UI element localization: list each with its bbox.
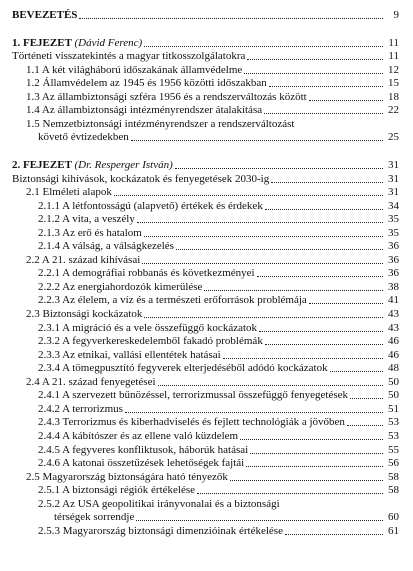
toc-entry-title: 2.4.5 A fegyveres konfliktusok, háborúk hatásai — [38, 443, 249, 456]
toc-entry-text — [38, 525, 283, 537]
toc-entry-title: 2.4 A 21. század fenyegetései — [26, 375, 156, 388]
dot-leader — [250, 449, 383, 454]
toc-entry-text — [38, 213, 135, 225]
page-number: 25 — [388, 131, 399, 144]
toc-entry-title: 2.3.1 A migráció és a vele összefüggő kockázatok — [38, 321, 258, 334]
toc-entry-text — [38, 484, 195, 496]
toc-entry — [38, 388, 399, 401]
toc-entry-title: 2.1.4 A válság, a válságkezelés — [38, 240, 174, 253]
dot-leader — [125, 408, 383, 413]
toc-entry-title: 1.3 Az állambiztonsági szféra 1956 és a rendszerváltozás között — [26, 90, 307, 103]
toc-entry — [38, 239, 399, 252]
page-number: 50 — [388, 389, 399, 402]
toc-entry — [26, 76, 399, 89]
page-number: 53 — [388, 429, 399, 442]
toc-entry-title: 2.1.2 A vita, a veszély — [38, 213, 135, 226]
page-number: 51 — [388, 402, 399, 415]
toc-entry-title: 2.2.3 Az élelem, a víz és a természeti erőforrások problémája — [38, 294, 307, 307]
toc-entry — [12, 172, 399, 185]
toc-entry-text — [38, 457, 244, 469]
toc-entry-title: térségek sorrendje — [54, 511, 135, 524]
page-number: 15 — [388, 77, 399, 90]
page-number: 31 — [388, 158, 399, 171]
page-number: 58 — [388, 484, 399, 497]
toc-entry — [26, 185, 399, 198]
dot-leader — [330, 367, 383, 372]
page-number: 31 — [388, 186, 399, 199]
toc-entry-title: 2.1 Elméleti alapok — [26, 186, 112, 199]
dot-leader — [223, 354, 383, 359]
toc-entry — [38, 497, 399, 510]
dot-leader — [246, 462, 383, 467]
toc-entry — [38, 429, 399, 442]
toc-entry — [38, 226, 399, 239]
toc-entry-title: 1.4 Az állambiztonsági intézményrendszer átalakítása — [26, 104, 263, 117]
toc-entry — [26, 375, 399, 388]
toc-entry-text — [12, 50, 245, 62]
toc-entry-author: (Dr. Resperger István) — [74, 158, 173, 171]
page-number: 34 — [388, 199, 399, 212]
toc-entry-text — [38, 335, 263, 347]
page-number: 43 — [388, 308, 399, 320]
toc-entry-text — [38, 362, 328, 374]
toc-entry-text — [38, 389, 348, 401]
dot-leader — [144, 232, 383, 237]
toc-entry-text — [26, 254, 140, 266]
toc-entry-title: 1. FEJEZET — [12, 36, 72, 49]
dot-leader — [282, 504, 383, 508]
toc-entry-text — [38, 430, 238, 442]
toc-entry — [12, 8, 399, 21]
toc-entry-title: 2.2.2 Az energiahordozók kimerülése — [38, 280, 203, 293]
toc-entry-text — [12, 9, 77, 21]
dot-leader — [136, 516, 383, 521]
dot-leader — [158, 381, 383, 386]
toc-entry — [26, 103, 399, 116]
toc-entry — [12, 36, 399, 49]
page-number: 35 — [388, 226, 399, 239]
toc-entry-text — [38, 281, 202, 293]
dot-leader — [131, 136, 383, 141]
toc-entry-title: 2. FEJEZET — [12, 158, 72, 171]
dot-leader — [265, 340, 383, 345]
dot-leader — [259, 327, 383, 332]
page-number: 36 — [388, 240, 399, 253]
dot-leader — [176, 245, 383, 250]
toc-entry — [38, 212, 399, 225]
toc-entry-text — [54, 511, 134, 523]
toc-entry — [38, 266, 399, 279]
toc-entry-title: 2.5.3 Magyarország biztonsági dimenzióinak értékelése — [38, 524, 283, 537]
toc-entry-text — [12, 159, 173, 171]
dot-leader — [79, 14, 383, 19]
page-number: 35 — [388, 213, 399, 226]
page-number: 48 — [388, 362, 399, 375]
toc-entry-text — [38, 349, 221, 361]
page-number: 31 — [388, 172, 399, 185]
toc-entry-text — [38, 227, 142, 239]
toc-entry — [26, 470, 399, 483]
toc-entry — [38, 348, 399, 361]
page-number: 50 — [388, 375, 399, 388]
dot-leader — [247, 55, 383, 60]
toc-entry-title: 2.1.3 Az erő és hatalom — [38, 226, 142, 239]
toc-entry-title: 2.3.3 Az etnikai, vallási ellentétek hatásai — [38, 348, 221, 361]
toc-entry — [38, 130, 399, 143]
toc-entry — [38, 443, 399, 456]
page-number: 58 — [388, 470, 399, 483]
dot-leader — [230, 476, 383, 481]
dot-leader — [264, 109, 383, 114]
toc-entry-title: 2.3.2 A fegyverkereskedelemből fakadó problémák — [38, 335, 263, 348]
toc-entry-title: 2.4.2 A terrorizmus — [38, 402, 123, 415]
toc-entry-title: 2.4.6 A katonai összetűzések lehetőségek fajtái — [38, 457, 245, 470]
dot-leader — [114, 191, 383, 196]
page-number: 60 — [388, 511, 399, 524]
page-number: 46 — [388, 348, 399, 361]
dot-leader — [137, 218, 383, 223]
dot-leader — [197, 489, 383, 494]
page-number: 9 — [393, 9, 399, 21]
toc-entry-text — [26, 91, 307, 103]
page-number: 55 — [388, 443, 399, 456]
page-number: 11 — [388, 50, 399, 63]
toc-entry-text — [38, 240, 174, 252]
toc-entry-text — [26, 308, 142, 320]
toc-entry-text — [26, 77, 267, 89]
toc-entry-title: 1.2 Államvédelem az 1945 és 1956 közötti időszakban — [26, 77, 267, 90]
toc-entry-title: követő évtizedekben — [38, 131, 129, 144]
toc-entry-text — [38, 322, 257, 334]
toc-entry-title: BEVEZETÉS — [12, 9, 78, 21]
page-number: 22 — [388, 104, 399, 117]
dot-leader — [265, 205, 383, 210]
toc-entry-title: 2.3.4 A tömegpusztító fegyverek elterjedéséből adódó kockázatok — [38, 362, 328, 375]
page-number: 53 — [388, 416, 399, 429]
dot-leader — [244, 69, 383, 74]
page-number: 56 — [388, 457, 399, 470]
toc-entry — [38, 483, 399, 496]
toc-entry — [54, 510, 399, 523]
toc-entry-title: 2.3 Biztonsági kockázatok — [26, 308, 143, 320]
dot-leader — [285, 530, 383, 535]
dot-leader — [144, 42, 383, 47]
toc-entry-title: 2.1.1 A létfontosságú (alapvető) értékek és érdekek — [38, 199, 263, 212]
toc-entry — [38, 199, 399, 212]
toc-entry-text — [12, 173, 269, 185]
toc-entry — [38, 456, 399, 469]
dot-leader — [347, 421, 383, 426]
toc-entry — [26, 90, 399, 103]
toc-entry-text — [38, 267, 255, 279]
page-number: 43 — [388, 321, 399, 334]
toc-entry — [38, 402, 399, 415]
toc-entry — [38, 361, 399, 374]
dot-leader — [269, 82, 383, 87]
toc-entry-text — [26, 471, 228, 483]
dot-leader — [350, 394, 383, 399]
dot-leader — [309, 299, 383, 304]
toc-entry — [38, 524, 399, 537]
toc-entry-text — [38, 131, 129, 143]
toc-entry — [12, 158, 399, 171]
page-number: 18 — [388, 90, 399, 103]
toc-entry — [38, 293, 399, 306]
toc-entry-author: (Dávid Ferenc) — [74, 36, 143, 49]
toc-entry-text — [12, 37, 142, 49]
page-number: 38 — [388, 280, 399, 293]
toc-entry-title: 1.5 Nemzetbiztonsági intézményrendszer a rendszerváltozást — [26, 117, 295, 130]
toc-entry-text — [38, 498, 280, 510]
page-number: 41 — [388, 294, 399, 307]
dot-leader — [240, 435, 383, 440]
toc-entry — [26, 307, 399, 320]
toc-entry — [26, 63, 399, 76]
dot-leader — [142, 259, 383, 264]
toc-entry-text — [26, 64, 242, 76]
dot-leader — [175, 164, 383, 169]
toc-entry-text — [38, 200, 263, 212]
dot-leader — [309, 96, 383, 101]
toc-entry-text — [38, 416, 345, 428]
page-number: 12 — [388, 63, 399, 76]
toc-entry-title: 2.2.1 A demográfiai robbanás és következményei — [38, 267, 255, 280]
toc-entry-text — [38, 294, 307, 306]
toc-entry-text — [26, 118, 294, 130]
toc-entry-title: 2.4.4 A kábítószer és az ellene való küzdelem — [38, 429, 239, 442]
toc-entry — [38, 280, 399, 293]
toc-entry — [26, 253, 399, 266]
toc-entry-text — [26, 186, 112, 198]
dot-leader — [296, 124, 383, 128]
toc-entry-text — [38, 444, 248, 456]
toc-entry — [38, 321, 399, 334]
toc-entry-title: 2.4.3 Terrorizmus és kiberhadviselés és fejlett technológiák a jövőben — [38, 416, 345, 429]
toc-entry — [38, 415, 399, 428]
page-number: 11 — [388, 36, 399, 49]
toc-entry-title: 2.2 A 21. század kihívásai — [26, 253, 141, 266]
dot-leader — [271, 178, 383, 183]
toc-entry-title: Biztonsági kihívások, kockázatok és fenyegetések 2030-ig — [12, 172, 270, 185]
page-number: 46 — [388, 335, 399, 348]
dot-leader — [204, 286, 383, 291]
dot-leader — [257, 272, 383, 277]
dot-leader — [144, 313, 383, 318]
page-number: 61 — [388, 524, 399, 537]
toc-entry — [12, 49, 399, 62]
toc-entry-title: 2.5.2 Az USA geopolitikai irányvonalai és a biztonsági — [38, 497, 280, 510]
toc-entry-title: 2.5 Magyarország biztonságára ható tényezők — [26, 470, 228, 483]
toc-entry-title: 2.5.1 A biztonsági régiók értékelése — [38, 484, 196, 497]
toc-entry-title: 1.1 A két világháború időszakának államvédelme — [26, 63, 243, 76]
toc-entry-text — [26, 104, 262, 116]
toc-entry-text — [38, 403, 123, 415]
toc-entry-title: 2.4.1 A szervezett bűnözéssel, terrorizmussal összefüggő fenyegetések — [38, 389, 349, 402]
toc-entry — [38, 334, 399, 347]
toc-entry — [26, 117, 399, 130]
page-number: 36 — [388, 267, 399, 280]
page-number: 36 — [388, 253, 399, 266]
toc-entry-text — [26, 376, 156, 388]
toc-entry-title: Történeti visszatekintés a magyar titkosszolgálatokra — [12, 50, 246, 63]
